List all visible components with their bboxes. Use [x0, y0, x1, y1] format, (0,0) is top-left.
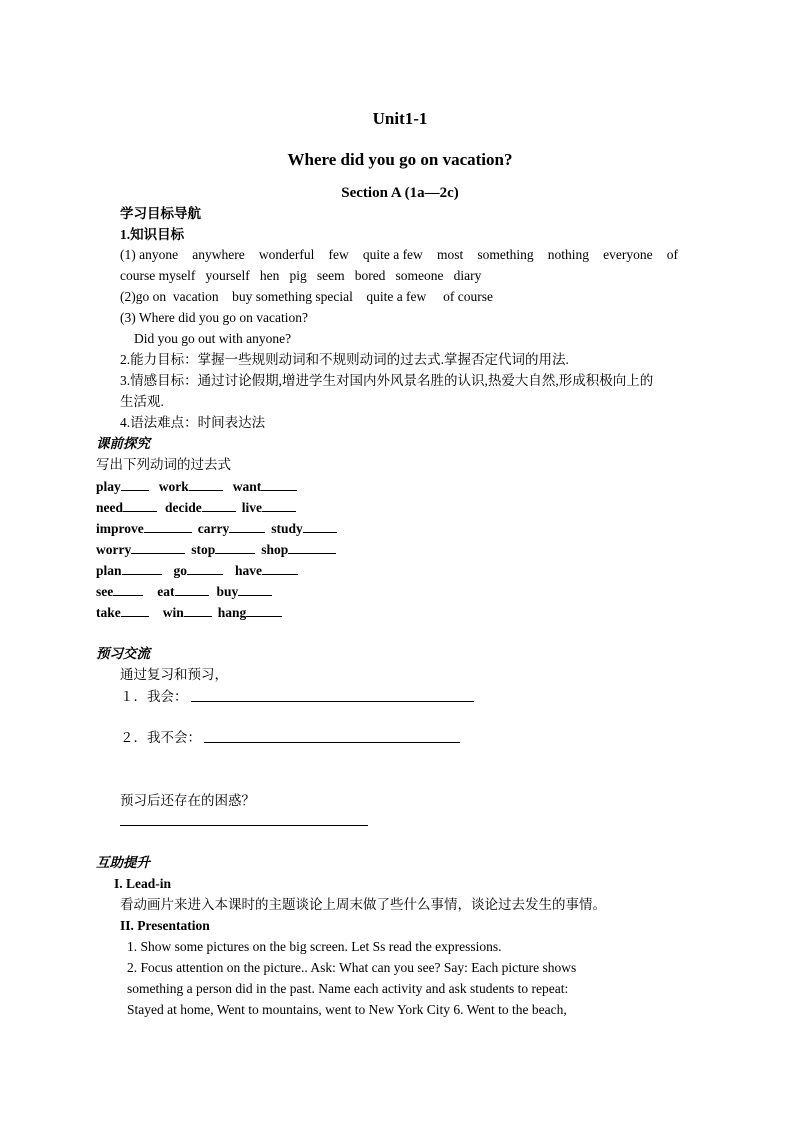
vocab-word: everyone: [603, 247, 653, 262]
answer-blank[interactable]: [131, 540, 185, 554]
emotion-objective-line-2: 生活观.: [120, 394, 164, 409]
answer-blank[interactable]: [238, 582, 272, 596]
verb: decide: [165, 500, 202, 515]
leadin-heading: I. Lead-in: [114, 876, 172, 891]
verb-row: [96, 582, 272, 601]
sentence-2: Did you go out with anyone?: [134, 331, 292, 346]
presentation-step-1: 1. Show some pictures on the big screen. Let Ss read the expressions.: [127, 939, 502, 954]
knowledge-heading: 1.知识目标: [120, 227, 185, 242]
answer-blank[interactable]: [184, 603, 212, 617]
vocab-word: few: [328, 247, 349, 262]
answer-blank[interactable]: [189, 477, 223, 491]
vocab-word: of: [666, 247, 678, 262]
verb-row: [96, 498, 296, 517]
verb-row: [96, 519, 337, 538]
vocab-word: most: [436, 247, 464, 262]
answer-blank[interactable]: [261, 477, 297, 491]
verb: worry: [96, 542, 132, 557]
answer-blank[interactable]: [175, 582, 209, 596]
verb-row: [96, 603, 282, 622]
verb: plan: [96, 563, 122, 578]
presentation-step-2-line-2: something a person did in the past. Name each activity and ask students to repeat:: [127, 981, 569, 996]
exchange-intro: 通过复习和预习，: [120, 667, 228, 682]
vocab-word: nothing: [547, 247, 589, 262]
verb: need: [96, 500, 123, 515]
unit-title: Unit1-1: [372, 109, 428, 128]
answer-line[interactable]: [191, 701, 474, 702]
lesson-title: Where did you go on vacation?: [287, 150, 513, 169]
answer-blank[interactable]: [303, 519, 337, 533]
verb-row: [96, 561, 298, 580]
vocab-word: something: [477, 247, 534, 262]
leadin-text: 看动画片来进入本课时的主题谈论上周末做了些什么事情，谈论过去发生的事情。: [120, 897, 606, 912]
preview-heading: 课前探究: [96, 436, 150, 451]
verb: shop: [261, 542, 289, 557]
presentation-heading: II. Presentation: [120, 918, 210, 933]
verb: improve: [96, 521, 144, 536]
vocab-line-1: [120, 246, 678, 264]
vocab-word: quite a few: [362, 247, 423, 262]
answer-blank[interactable]: [122, 561, 162, 575]
verb: live: [241, 500, 262, 515]
verb: carry: [197, 521, 230, 536]
answer-blank[interactable]: [288, 540, 336, 554]
answer-blank[interactable]: [144, 519, 192, 533]
exchange-doubts: 预习后还存在的困惑？: [120, 793, 255, 808]
grammar-objective: 4.语法难点：时间表达法: [120, 415, 266, 430]
answer-blank[interactable]: [246, 603, 282, 617]
answer-blank[interactable]: [215, 540, 255, 554]
presentation-step-2-line-1: 2. Focus attention on the picture.. Ask: What can you see? Say: Each picture shows: [127, 960, 577, 975]
vocab-word: anywhere: [192, 247, 245, 262]
answer-blank[interactable]: [121, 603, 149, 617]
exchange-item-1: １．我会：: [120, 689, 188, 704]
exchange-item-2: ２．我不会：: [120, 730, 201, 745]
section-title: Section A (1a—2c): [341, 185, 459, 201]
verb: stop: [191, 542, 216, 557]
answer-blank[interactable]: [123, 498, 157, 512]
presentation-step-2-line-3: Stayed at home, Went to mountains, went to New York City 6. Went to the beach,: [127, 1002, 567, 1017]
answer-blank[interactable]: [113, 582, 143, 596]
phrases-line: (2)go on vacation buy something special quite a few of course: [120, 289, 494, 304]
verb: work: [158, 479, 189, 494]
emotion-objective-line-1: 3.情感目标：通过讨论假期,增进学生对国内外风景名胜的认识,热爱大自然,形成积极向上的: [120, 373, 654, 388]
answer-blank[interactable]: [229, 519, 265, 533]
answer-line[interactable]: [204, 742, 460, 743]
improve-heading: 互助提升: [96, 855, 150, 870]
answer-blank[interactable]: [202, 498, 236, 512]
verb: see: [96, 584, 114, 599]
verb: play: [96, 479, 121, 494]
answer-blank[interactable]: [187, 561, 223, 575]
verb: buy: [216, 584, 239, 599]
vocab-line-2: course myself yourself hen pig seem bored someone diary: [120, 268, 482, 283]
verb: study: [271, 521, 303, 536]
preview-instruction: 写出下列动词的过去式: [96, 457, 231, 472]
exchange-heading: 预习交流: [96, 646, 150, 661]
answer-line[interactable]: [120, 825, 368, 826]
verb-row: [96, 540, 336, 559]
answer-blank[interactable]: [262, 498, 296, 512]
vocab-word: (1) anyone: [120, 247, 179, 262]
sentence-1: (3) Where did you go on vacation?: [120, 310, 308, 325]
ability-objective: 2.能力目标：掌握一些规则动词和不规则动词的过去式.掌握否定代词的用法.: [120, 352, 569, 367]
answer-blank[interactable]: [262, 561, 298, 575]
verb: win: [162, 605, 184, 620]
verb: want: [232, 479, 262, 494]
verb: hang: [217, 605, 247, 620]
verb: eat: [157, 584, 175, 599]
verb: go: [173, 563, 188, 578]
verb: have: [235, 563, 263, 578]
objectives-heading: 学习目标导航: [120, 206, 201, 221]
verb: take: [96, 605, 121, 620]
verb-row: [96, 477, 297, 496]
vocab-word: wonderful: [258, 247, 315, 262]
answer-blank[interactable]: [121, 477, 149, 491]
